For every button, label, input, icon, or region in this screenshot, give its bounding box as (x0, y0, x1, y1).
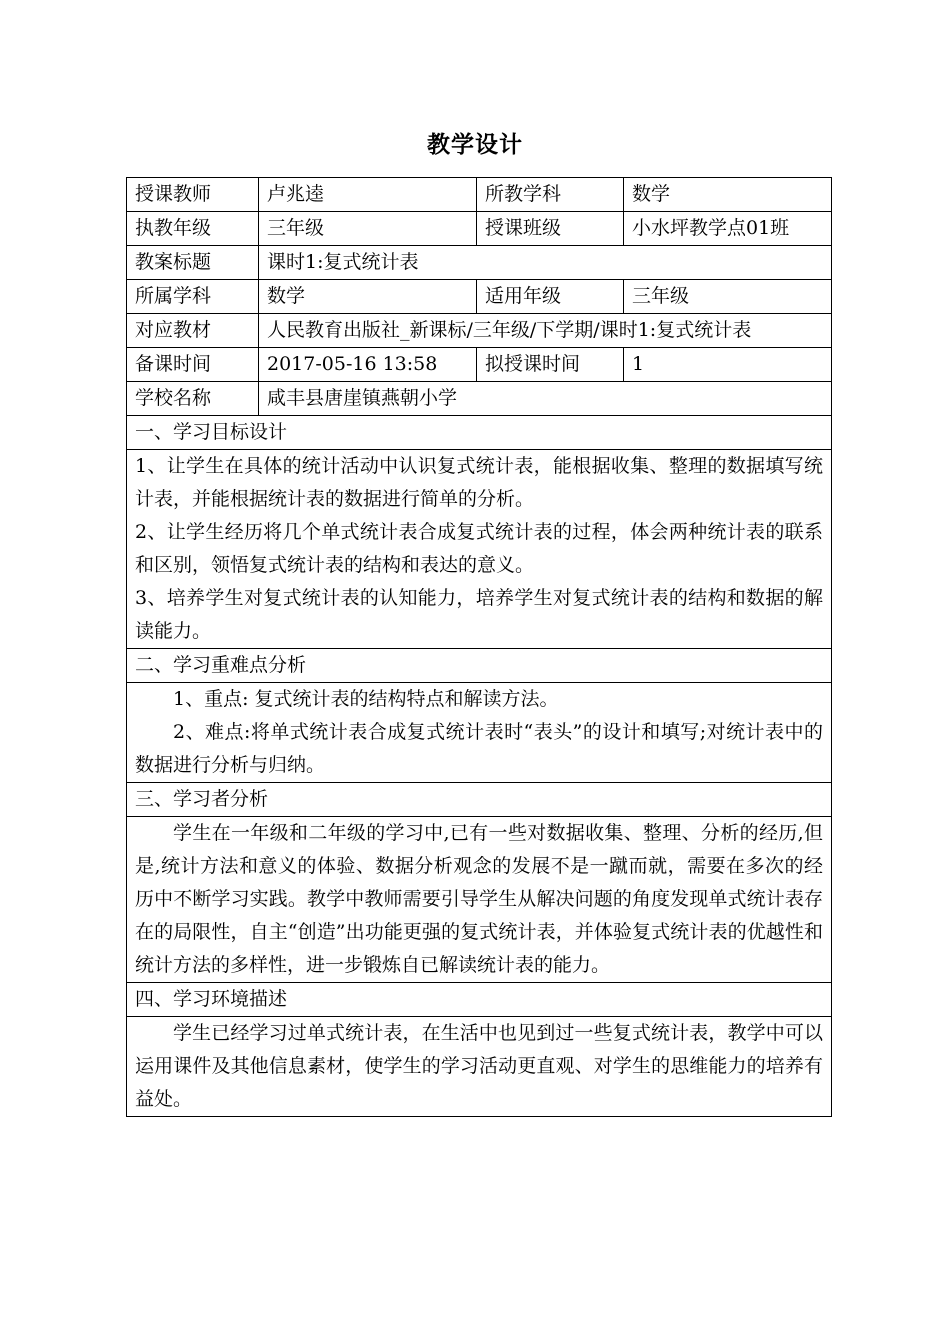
textbook-value: 人民教育出版社_新课标/三年级/下学期/课时1:复式统计表 (259, 314, 832, 348)
plan-title-value: 课时1:复式统计表 (259, 246, 832, 280)
row-textbook (127, 314, 832, 348)
goals-title: 一、学习目标设计 (127, 416, 832, 450)
env-content: 学生已经学习过单式统计表，在生活中也见到过一些复式统计表，教学中可以运用课件及其他信息素材，使学生的学习活动更直观、对学生的思维能力的培养有益处。 (127, 1017, 832, 1117)
subject-label: 所教学科 (477, 178, 624, 212)
section-key-header (127, 649, 832, 683)
section-goals-header (127, 416, 832, 450)
row-belong-subject (127, 280, 832, 314)
section-env-body (127, 1017, 832, 1117)
grade-label: 执教年级 (127, 212, 259, 246)
grade-value: 三年级 (259, 212, 477, 246)
goal-item: 1、让学生在具体的统计活动中认识复式统计表，能根据收集、整理的数据填写统计表，并能根据统计表的数据进行简单的分析。 (135, 455, 823, 510)
row-prep-time (127, 348, 832, 382)
lesson-plan-table (126, 177, 832, 1117)
section-learner-header (127, 783, 832, 817)
prep-time-value: 2017-05-16 13:58 (259, 348, 477, 382)
row-grade (127, 212, 832, 246)
apply-grade-label: 适用年级 (477, 280, 624, 314)
learner-content: 学生在一年级和二年级的学习中,已有一些对数据收集、整理、分析的经历,但是,统计方法和意义的体验、数据分析观念的发展不是一蹴而就，需要在多次的经历中不断学习实践。教学中教师需要引导学生从解决问题的角度发现单式统计表存在的局限性，自主“创造”出功能更强的复式统计表，并体验复式统计表的优越性和统计方法的多样性，进一步锻炼自已解读统计表的能力。 (127, 817, 832, 983)
apply-grade-value: 三年级 (624, 280, 832, 314)
goal-item: 2、让学生经历将几个单式统计表合成复式统计表的过程，体会两种统计表的联系和区别，领悟复式统计表的结构和表达的意义。 (135, 521, 823, 576)
plan-title-label: 教案标题 (127, 246, 259, 280)
belong-subject-label: 所属学科 (127, 280, 259, 314)
lesson-time-label: 拟授课时间 (477, 348, 624, 382)
teacher-value: 卢兆逵 (259, 178, 477, 212)
section-key-body (127, 683, 832, 783)
row-plan-title (127, 246, 832, 280)
env-title: 四、学习环境描述 (127, 983, 832, 1017)
school-label: 学校名称 (127, 382, 259, 416)
teacher-label: 授课教师 (127, 178, 259, 212)
key-point-item: 2、难点:将单式统计表合成复式统计表时“表头”的设计和填写;对统计表中的数据进行分析与归纳。 (135, 721, 823, 776)
section-learner-body (127, 817, 832, 983)
belong-subject-value: 数学 (259, 280, 477, 314)
goals-content (127, 450, 832, 649)
textbook-label: 对应教材 (127, 314, 259, 348)
section-env-header (127, 983, 832, 1017)
key-title: 二、学习重难点分析 (127, 649, 832, 683)
section-goals-body (127, 450, 832, 649)
goal-item: 3、培养学生对复式统计表的认知能力，培养学生对复式统计表的结构和数据的解读能力。 (135, 587, 823, 642)
prep-time-label: 备课时间 (127, 348, 259, 382)
row-teacher (127, 178, 832, 212)
row-school (127, 382, 832, 416)
learner-title: 三、学习者分析 (127, 783, 832, 817)
school-value: 咸丰县唐崖镇燕朝小学 (259, 382, 832, 416)
class-label: 授课班级 (477, 212, 624, 246)
document-title: 教学设计 (427, 132, 523, 158)
class-value: 小水坪教学点01班 (624, 212, 832, 246)
key-content (127, 683, 832, 783)
key-point-item: 1、重点: 复式统计表的结构特点和解读方法。 (173, 688, 559, 710)
subject-value: 数学 (624, 178, 832, 212)
lesson-time-value: 1 (624, 348, 832, 382)
